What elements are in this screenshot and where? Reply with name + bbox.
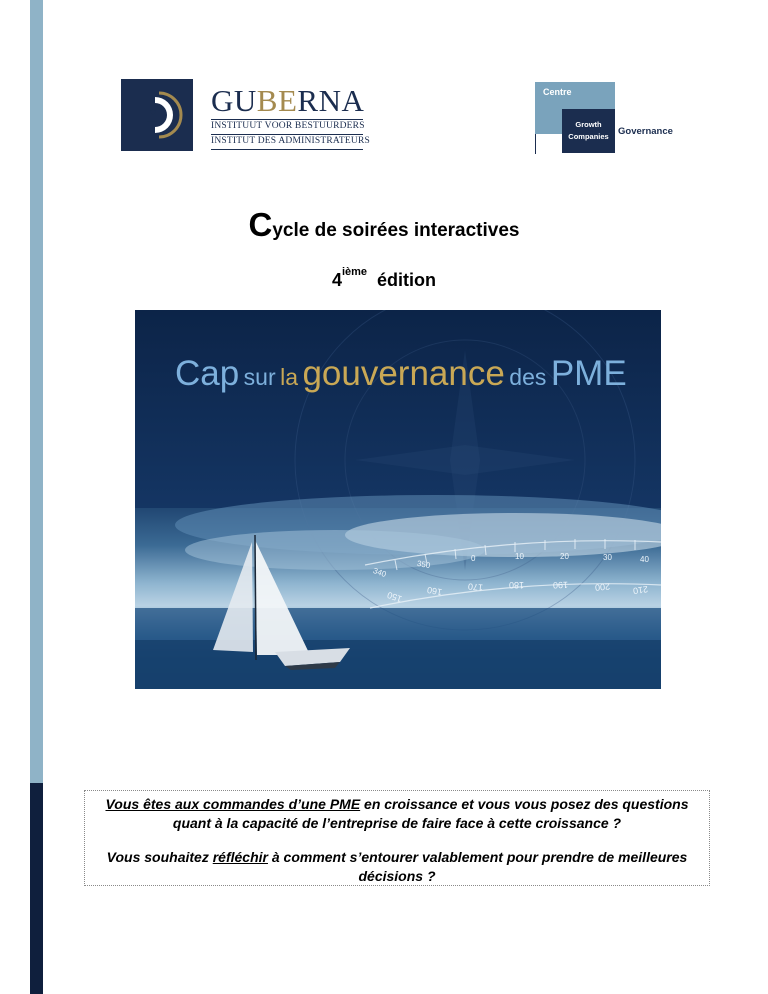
left-accent-bar [30,0,43,783]
title-initial: C [248,206,273,243]
guberna-subtitle-fr: INSTITUT DES ADMINISTRATEURS [211,136,371,146]
centre-growth-companies-logo [535,82,705,157]
headline-sur: sur [243,364,276,390]
edition-title [0,266,768,291]
intro-paragraph-2-start: Vous souhaitez [106,849,213,865]
dial-number: 30 [603,553,612,562]
reflechir-underlined-text: réfléchir [212,849,268,865]
title-rest: ycle de soirées interactives [272,220,520,241]
banner-headline [175,354,627,394]
intro-paragraph-1-rest: en croissance et vous vous posez des questions quant à la capacité de l’entreprise de faire face à cette croissance ? [172,796,689,831]
main-title [0,206,768,244]
dial-number: 10 [515,552,524,561]
headline-gouvernance: gouvernance [302,354,505,393]
dial-number: 180 [509,580,525,590]
dial-number: 0 [471,554,476,563]
headline-cap: Cap [175,354,240,393]
intro-paragraph-2-end: à comment s’entourer valablement pour prendre de meilleures décisions ? [267,849,688,884]
headline-des: des [509,364,547,390]
logo-divider [211,119,363,120]
guberna-emblem-icon [121,79,193,151]
edition-word: édition [377,270,437,290]
left-accent-bar-dark [30,783,43,994]
dial-number: 170 [467,581,484,593]
event-banner [135,310,661,689]
dial-number: 160 [426,584,443,598]
guberna-wordmark: GUBERNA [211,83,365,118]
headline-pme: PME [550,354,627,393]
edition-number: 4 [331,270,342,290]
governance-label: Governance [618,126,673,137]
dial-number: 340 [371,565,388,580]
dial-number: 150 [385,589,404,605]
dial-number: 40 [640,555,649,564]
intro-paragraph-1 [100,795,694,833]
logo-divider [211,149,363,150]
centre-label: Centre [543,87,572,97]
logo-divider [211,134,363,135]
dial-number: 20 [560,552,569,561]
logo-line [535,134,536,154]
companies-label: Companies [568,132,609,141]
dial-number: 210 [632,584,649,596]
guberna-subtitle-nl: INSTITUUT VOOR BESTUURDERS [211,121,365,131]
dial-number: 190 [552,579,569,591]
edition-superscript: ième [341,266,368,278]
growth-companies-block [562,109,615,153]
growth-label: Growth [575,120,602,129]
dial-number: 200 [594,581,611,593]
dial-number: 350 [416,558,432,571]
intro-paragraph-2 [100,848,694,886]
headline-la: la [280,364,298,390]
pme-underlined-text: Vous êtes aux commandes d’une PME [105,796,361,812]
